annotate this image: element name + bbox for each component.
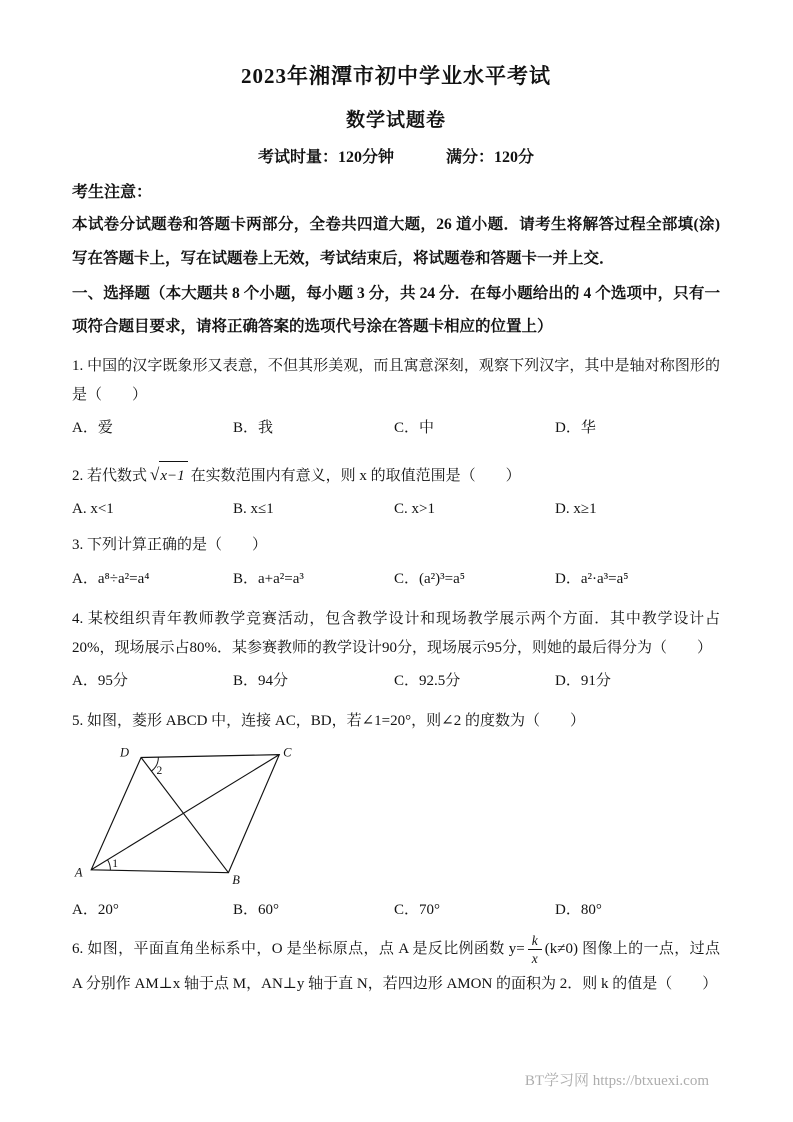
- fraction-k-over-x: [528, 933, 542, 967]
- vertex-label-a: A: [74, 865, 83, 880]
- fraction-denominator: x: [531, 951, 538, 967]
- question-1-option-b: B．我: [233, 420, 274, 437]
- angle-2-label: 2: [156, 765, 163, 778]
- question-4: [72, 605, 720, 696]
- question-6-stem: [72, 932, 720, 1001]
- question-4-option-d: D．91分: [555, 673, 611, 690]
- question-2-stem: [72, 458, 720, 491]
- question-5-options: [72, 897, 720, 924]
- question-1-option-c: C．中: [394, 420, 435, 437]
- radical-sign: √: [150, 465, 160, 485]
- radicand: x−1: [159, 461, 187, 491]
- vertex-label-b: B: [232, 873, 240, 888]
- exam-total-score: 满分：120分: [446, 149, 535, 166]
- question-3-option-c: C．(a²)³=a⁵: [394, 570, 465, 587]
- diagonal-db: [141, 758, 228, 873]
- exam-duration: 考试时量：120分钟: [257, 149, 394, 166]
- fraction-numerator: k: [528, 933, 542, 951]
- question-2: [72, 458, 720, 523]
- question-4-options: [72, 668, 720, 695]
- question-4-option-b: B．94分: [233, 673, 289, 690]
- question-3-options: [72, 566, 720, 593]
- question-3-option-b: B．a+a²=a³: [233, 570, 304, 587]
- question-5-figure-wrap: [72, 742, 720, 892]
- question-1-option-a: A．爱: [72, 420, 113, 437]
- question-6-stem-after: (k≠0) 图像上的一点，过点 A 分别作 AM⊥x 轴于点 M，AN⊥y 轴于直 N，若四边形 AMON 的面积为 2．则 k 的值是（ ）: [72, 941, 720, 992]
- question-1-option-d: D．华: [555, 420, 596, 437]
- question-1-stem: 1. 中国的汉字既象形又表意，不但其形美观，而且寓意深刻，观察下列汉字，其中是轴对称图形的是（ ）: [72, 357, 720, 403]
- notice-body: 本试卷分试题卷和答题卡两部分，全卷共四道大题，26 道小题．请考生将解答过程全部填(涂)写在答题卡上，写在试题卷上无效，考试结束后，将试题卷和答题卡一并上交．: [72, 216, 720, 267]
- question-2-options: [72, 496, 720, 523]
- question-5-option-a: A．20°: [72, 902, 119, 919]
- question-2-option-b: B. x≤1: [233, 501, 274, 518]
- question-5-option-b: B．60°: [233, 902, 280, 919]
- question-4-option-c: C．92.5分: [394, 673, 461, 690]
- question-2-option-d: D. x≥1: [555, 501, 597, 518]
- question-6: [72, 932, 720, 1001]
- question-5-option-d: D．80°: [555, 902, 602, 919]
- exam-meta: [72, 144, 720, 167]
- question-2-option-c: C. x>1: [394, 501, 435, 518]
- question-2-option-a: A. x<1: [72, 501, 114, 518]
- question-3-stem: 3. 下列计算正确的是（ ）: [72, 537, 268, 554]
- rhombus-figure: [72, 742, 310, 892]
- diagonal-ac: [91, 755, 279, 870]
- question-1-options: [72, 415, 720, 442]
- exam-subtitle: 数学试题卷: [345, 110, 446, 131]
- question-6-stem-before: 6. 如图，平面直角坐标系中，O 是坐标原点，点 A 是反比例函数 y=: [72, 941, 525, 958]
- question-5: [72, 707, 720, 924]
- question-5-option-c: C．70°: [394, 902, 441, 919]
- question-5-stem: 5. 如图，菱形 ABCD 中，连接 AC，BD，若∠1=20°，则∠2 的度数为（ ）: [72, 713, 585, 730]
- question-3-option-a: A．a⁸÷a²=a⁴: [72, 570, 150, 587]
- exam-title: 2023年湘潭市初中学业水平考试: [241, 64, 551, 88]
- question-2-stem-after: 在实数范围内有意义，则 x 的取值范围是（ ）: [190, 468, 521, 485]
- question-4-stem: 4. 某校组织青年教师教学竞赛活动，包含教学设计和现场教学展示两个方面．其中教学设计占20%，现场展示占80%．某参赛教师的教学设计90分，现场展示95分，则她的最后得分为（ ）: [72, 610, 720, 656]
- question-3-option-d: D．a²·a³=a⁵: [555, 570, 629, 587]
- sqrt-expression: [150, 458, 188, 491]
- question-1: [72, 352, 720, 443]
- vertex-label-d: D: [119, 745, 129, 760]
- question-3: [72, 531, 720, 592]
- question-2-stem-before: 2. 若代数式: [72, 468, 148, 485]
- angle-1-arc: [108, 860, 111, 870]
- section-1-heading: 一、选择题（本大题共 8 个小题，每小题 3 分，共 24 分．在每小题给出的 4 个选项中，只有一项符合题目要求，请将正确答案的选项代号涂在答题卡相应的位置上）: [72, 285, 720, 336]
- question-4-option-a: A．95分: [72, 673, 128, 690]
- notice-label: 考生注意：: [72, 184, 153, 201]
- vertex-label-c: C: [283, 745, 292, 760]
- watermark-footer: BT学习网 https://btxuexi.com: [524, 1073, 709, 1089]
- angle-1-label: 1: [112, 858, 119, 871]
